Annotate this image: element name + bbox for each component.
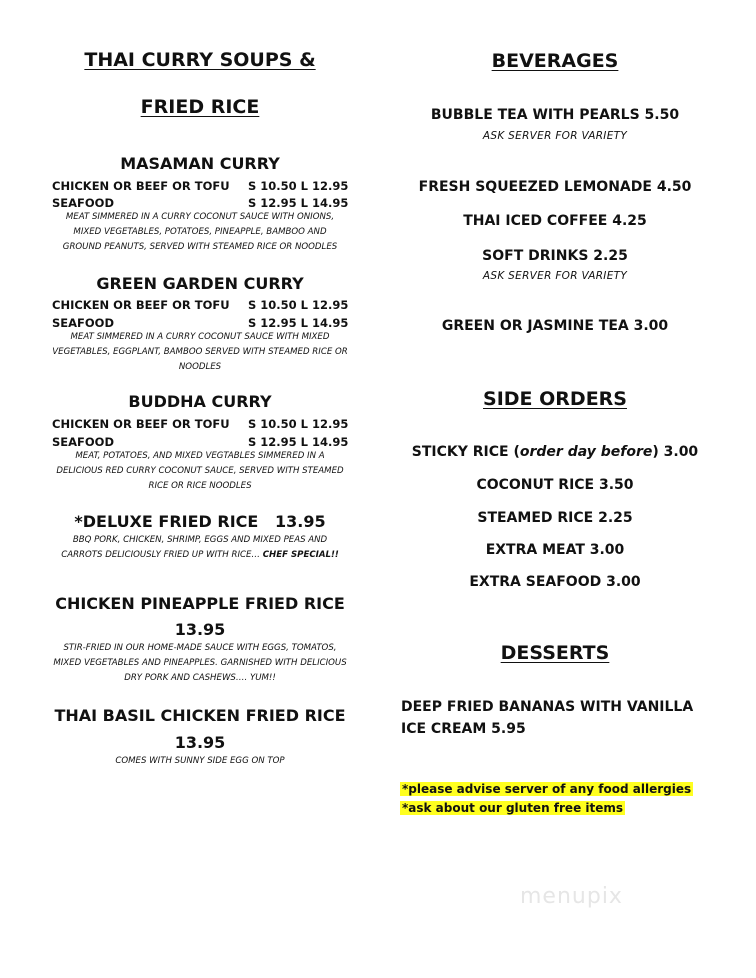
item-title-chicken-pineapple-fried-rice: CHICKEN PINEAPPLE FRIED RICE — [55, 594, 345, 613]
item-title-thai-basil-chicken-fried-rice: THAI BASIL CHICKEN FRIED RICE — [54, 706, 346, 725]
section-header-side-orders: SIDE ORDERS — [483, 388, 627, 410]
beverage-tea: GREEN OR JASMINE TEA 3.00 — [441, 318, 669, 334]
beverage-thai-iced-coffee: THAI ICED COFFEE 4.25 — [463, 213, 647, 229]
item-description: MEAT, POTATOES, AND MIXED VEGTABLES SIMMERED IN A DELICIOUS RED CURRY COCONUT SAUCE, SERVED WITH STEAMED RICE OR RICE NOODLES — [56, 451, 344, 491]
option-label-seafood: SEAFOOD — [52, 435, 114, 449]
beverage-lemonade: FRESH SQUEEZED LEMONADE 4.50 — [418, 179, 692, 195]
beverage-note: ASK SERVER FOR VARIETY — [482, 270, 628, 282]
option-label-chicken-beef-tofu: CHICKEN OR BEEF OR TOFU — [52, 298, 230, 312]
item-price: 13.95 — [174, 733, 226, 752]
item-title-green-garden-curry: GREEN GARDEN CURRY — [96, 274, 304, 293]
item-title-masaman-curry: MASAMAN CURRY — [120, 154, 280, 173]
beverage-note: ASK SERVER FOR VARIETY — [482, 130, 628, 142]
item-price: 13.95 — [174, 620, 226, 639]
item-title-deluxe-fried-rice: *DELUXE FRIED RICE 13.95 — [74, 512, 326, 531]
item-description: COMES WITH SUNNY SIDE EGG ON TOP — [115, 756, 285, 766]
watermark: menupix — [520, 884, 623, 909]
gluten-note: *ask about our gluten free items — [402, 801, 624, 815]
option-label-chicken-beef-tofu: CHICKEN OR BEEF OR TOFU — [52, 179, 230, 193]
sticky-rice-note: order day before — [519, 444, 653, 460]
chef-special-label: CHEF SPECIAL!! — [262, 550, 339, 560]
item-title-buddha-curry: BUDDHA CURRY — [128, 392, 272, 411]
dessert-fried-bananas: DEEP FRIED BANANAS WITH VANILLA ICE CREAM 5.95 — [401, 699, 694, 737]
allergy-note: *please advise server of any food allergies — [402, 782, 692, 796]
section-header-curry-soups: THAI CURRY SOUPS & — [84, 49, 316, 71]
beverage-soft-drinks: SOFT DRINKS 2.25 — [482, 248, 628, 264]
item-description: MEAT SIMMERED IN A CURRY COCONUT SAUCE WITH ONIONS, MIXED VEGETABLES, POTATOES, PINEAPPLE, BAMBOO AND GROUND PEANUTS, SERVED WITH STEAMED RICE OR NOODLES — [62, 212, 338, 252]
option-price-regular: S 10.50 L 12.95 — [248, 298, 349, 312]
option-label-chicken-beef-tofu: CHICKEN OR BEEF OR TOFU — [52, 417, 230, 431]
option-price-seafood: S 12.95 L 14.95 — [248, 435, 349, 449]
option-price-regular: S 10.50 L 12.95 — [248, 417, 349, 431]
beverage-bubble-tea: BUBBLE TEA WITH PEARLS 5.50 — [430, 107, 680, 123]
side-extra-meat: EXTRA MEAT 3.00 — [485, 542, 625, 558]
section-header-desserts: DESSERTS — [500, 642, 610, 664]
section-header-beverages: BEVERAGES — [491, 50, 619, 72]
item-description: STIR-FRIED IN OUR HOME-MADE SAUCE WITH EGGS, TOMATOS, MIXED VEGETABLES AND PINEAPPLES. GARNISHED WITH DELICIOUS DRY PORK AND CASHEWS…. YUM!! — [53, 643, 347, 683]
side-steamed-rice: STEAMED RICE 2.25 — [477, 510, 633, 526]
notes-block — [400, 779, 693, 817]
side-extra-seafood: EXTRA SEAFOOD 3.00 — [469, 574, 641, 590]
option-price-regular: S 10.50 L 12.95 — [248, 179, 349, 193]
option-label-seafood: SEAFOOD — [52, 316, 114, 330]
side-sticky-rice: STICKY RICE (order day before) 3.00 — [411, 444, 699, 460]
item-description: MEAT SIMMERED IN A CURRY COCONUT SAUCE WITH MIXED VEGETABLES, EGGPLANT, BAMBOO SERVED WITH STEAMED RICE OR NOODLES — [52, 332, 348, 372]
option-price-seafood: S 12.95 L 14.95 — [248, 196, 349, 210]
option-price-seafood: S 12.95 L 14.95 — [248, 316, 349, 330]
section-header-fried-rice: FRIED RICE — [140, 96, 260, 118]
item-description: BBQ PORK, CHICKEN, SHRIMP, EGGS AND MIXED PEAS AND CARROTS DELICIOUSLY FRIED UP WITH RICE… CHEF SPECIAL!! — [61, 535, 339, 560]
side-coconut-rice: COCONUT RICE 3.50 — [476, 477, 634, 493]
option-label-seafood: SEAFOOD — [52, 196, 114, 210]
